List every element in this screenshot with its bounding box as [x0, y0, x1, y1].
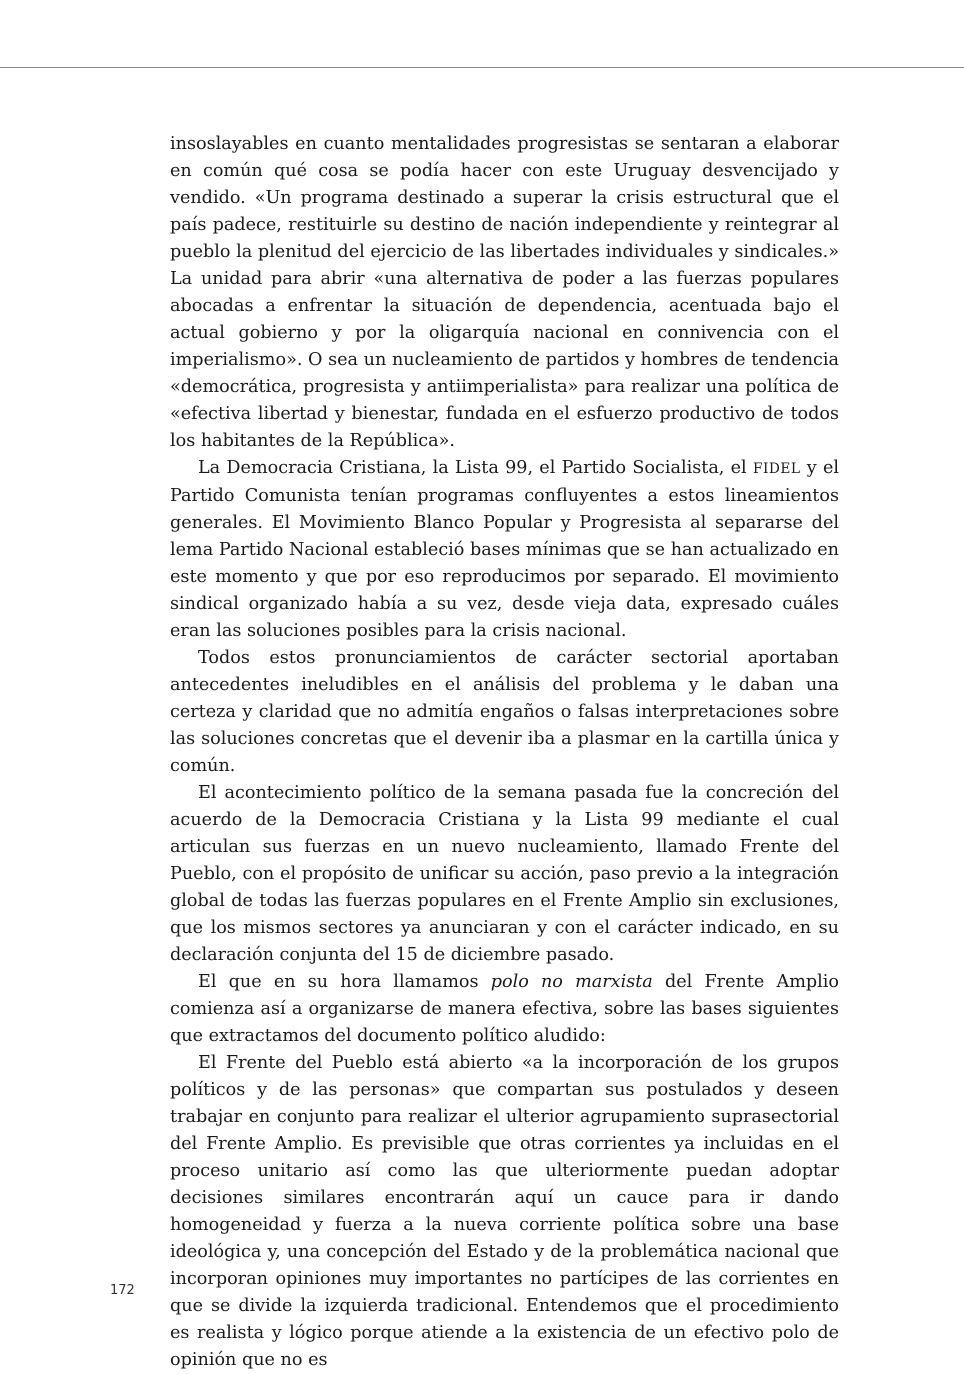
paragraph-2-text-a: La Democracia Cristiana, la Lista 99, el Partido Socialista, el — [198, 458, 753, 478]
paragraph-4: El acontecimiento político de la semana pasada fue la concreción del acuerdo de la Democracia Cristiana y la Lista 99 mediante el cual articulan sus fuerzas en un nuevo nucleamiento, llamado Frente del Pueblo, con el propósito de unificar su acción, paso previo a la integración global de todas las fuerzas populares en el Frente Amplio sin exclusiones, que los mismos sectores ya anunciaran y con el carácter indicado, en su declaración conjunta del 15 de diciembre pasado. — [170, 783, 839, 965]
paragraph-3: Todos estos pronunciamientos de carácter sectorial aportaban antecedentes ineludibles en el análisis del problema y le daban una certeza y claridad que no admitía engaños o falsas interpretaciones sobre las soluciones concretas que el devenir iba a plasmar en la cartilla única y común. — [170, 648, 839, 776]
paragraph-2-text-b: y el Partido Comunista tenían programas confluyentes a estos lineamientos generales. El Movimiento Blanco Popular y Progresista al separarse del lema Partido Nacional estableció bases mínimas que se han actualizado en este momento y que por eso reproducimos por separado. El movimiento sindical organizado había a su vez, desde vieja data, expresado cuáles eran las soluciones posibles para la crisis nacional. — [170, 458, 839, 641]
paragraph-1: insoslayables en cuanto mentalidades progresistas se sentaran a elaborar en común qué cosa se podía hacer con este Uruguay desvencijado y vendido. «Un programa destinado a superar la crisis estructural que el país padece, restituirle su destino de nación independiente y reintegrar al pueblo la plenitud del ejercicio de las libertades individuales y sindicales.» La unidad para abrir «una alternativa de poder a las fuerzas populares abocadas a enfrentar la situación de dependencia, acentuada bajo el actual gobierno y por la oligarquía nacional en connivencia con el imperialismo». O sea un nucleamiento de partidos y hombres de tendencia «democrática, progresista y antiimperialista» para realizar una política de «efectiva libertad y bienestar, fundada en el esfuerzo productivo de todos los habitantes de la República». — [170, 134, 839, 451]
header-rule — [0, 67, 964, 68]
paragraph-5-text-b: del Frente Amplio comienza así a organizarse de manera efectiva, sobre las bases siguientes que extractamos del documento político aludido: — [170, 972, 840, 1046]
page-number: 172 — [110, 1283, 135, 1298]
italic-term: polo no marxista — [490, 972, 653, 992]
paragraph-5-text-a: El que en su hora llamamos — [198, 972, 491, 992]
body-text — [170, 131, 839, 1374]
paragraph-6: El Frente del Pueblo está abierto «a la incorporación de los grupos políticos y de las personas» que compartan sus postulados y deseen trabajar en conjunto para realizar el ulterior agrupamiento suprasectorial del Frente Amplio. Es previsible que otras corrientes ya incluidas en el proceso unitario así como las que ulteriormente puedan adoptar decisiones similares encontrarán aquí un cauce para ir dando homogeneidad y fuerza a la nueva corriente política sobre una base ideológica y, una concepción del Estado y de la problemática nacional que incorporan opiniones muy importantes no partícipes de las corrientes en que se divide la izquierda tradicional. Entendemos que el procedimiento es realista y lógico porque atiende a la existencia de un efectivo polo de opinión que no es — [170, 1053, 839, 1370]
acronym-fidel: FIDEL — [752, 461, 801, 477]
paragraph-2 — [170, 455, 839, 645]
paragraph-5 — [170, 969, 839, 1050]
